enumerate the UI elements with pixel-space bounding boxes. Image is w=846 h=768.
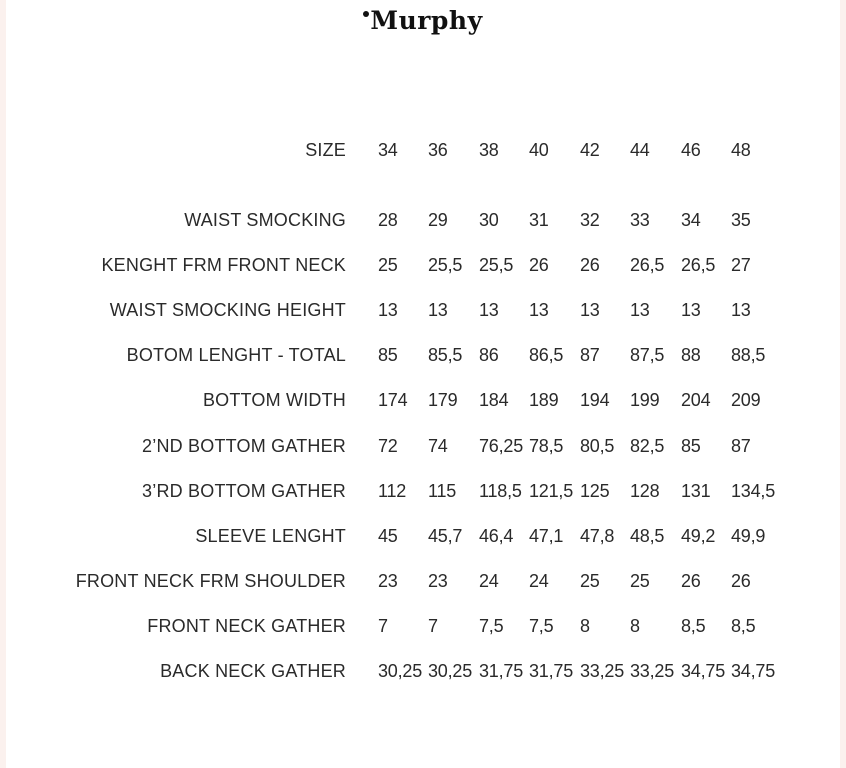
table-cell: 13 [378,300,398,321]
table-cell: 13 [580,300,600,321]
table-row [0,521,846,551]
table-cell: 25 [378,255,398,276]
table-cell: 34 [681,210,701,230]
table-cell: 26 [580,255,600,276]
table-cell: 80,5 [580,435,615,456]
size-header-cell: 46 [681,140,701,160]
table-cell: 24 [479,570,499,591]
table-cell: 87 [731,435,751,456]
size-header-cell: 38 [479,140,499,160]
table-cell: 85,5 [428,345,463,366]
table-cell: 7,5 [529,615,554,636]
page-edge-right [840,0,846,768]
table-row [0,205,846,235]
table-row [0,431,846,461]
table-cell: 134,5 [731,480,776,501]
table-cell: 24 [529,570,549,591]
table-cell: 115 [428,480,457,501]
size-header-cell: 34 [378,140,398,160]
table-cell: 30,25 [428,661,473,681]
size-header-cell: 42 [580,140,600,160]
table-row [0,340,846,370]
table-cell: 45 [378,525,398,546]
table-cell: 125 [580,480,610,501]
table-cell: 7,5 [479,615,504,636]
table-cell: 46,4 [479,525,514,546]
table-cell: 47,1 [529,525,564,546]
table-cell: 78,5 [529,435,564,456]
table-cell: 26 [681,570,701,591]
table-cell: 35 [731,210,751,230]
table-cell: 31,75 [479,661,524,681]
table-cell: 87 [580,345,600,366]
table-cell: 34,75 [731,661,776,681]
table-row [0,476,846,506]
table-cell: 128 [630,480,660,501]
table-cell: 31,75 [529,661,574,681]
table-cell: 33,25 [580,661,625,681]
brand-logo [0,6,846,35]
size-header-cell: 36 [428,140,448,160]
brand-name: Murphy [370,6,483,35]
size-header-cell: 40 [529,140,549,160]
table-cell: 7 [428,615,438,636]
table-cell: 34,75 [681,661,726,681]
table-cell: 189 [529,390,559,411]
table-cell: 25,5 [428,255,463,276]
row-label: WAIST SMOCKING HEIGHT [109,300,346,321]
table-cell: 179 [428,390,458,411]
table-cell: 76,25 [479,435,524,456]
row-label: 3’RD BOTTOM GATHER [142,480,346,501]
row-label: 2’ND BOTTOM GATHER [142,435,346,456]
table-cell: 31 [529,210,549,230]
table-cell: 29 [428,210,448,230]
table-cell: 121,5 [529,480,574,501]
row-label: BOTOM LENGHT - TOTAL [126,345,346,366]
table-cell: 194 [580,390,610,411]
table-row [0,566,846,596]
table-cell: 85 [378,345,398,366]
table-cell: 86,5 [529,345,564,366]
table-cell: 131 [681,480,711,501]
table-cell: 26 [529,255,549,276]
size-header-label: SIZE [305,140,346,160]
table-cell: 184 [479,390,509,411]
table-cell: 74 [428,435,448,456]
table-cell: 49,2 [681,525,716,546]
table-cell: 8,5 [681,615,706,636]
table-cell: 7 [378,615,388,636]
table-cell: 8 [580,615,590,636]
row-label: SLEEVE LENGHT [195,525,346,546]
table-cell: 13 [630,300,650,321]
row-label: FRONT NECK GATHER [147,615,346,636]
row-label: FRONT NECK FRM SHOULDER [75,570,346,591]
table-cell: 8,5 [731,615,756,636]
size-header-row [0,135,846,165]
row-label: KENGHT FRM FRONT NECK [101,255,346,276]
table-cell: 33,25 [630,661,675,681]
table-cell: 86 [479,345,499,366]
table-cell: 28 [378,210,398,230]
table-cell: 25,5 [479,255,514,276]
size-header-cell: 44 [630,140,650,160]
table-cell: 72 [378,435,398,456]
table-cell: 112 [378,480,407,501]
table-row [0,250,846,280]
row-label: BACK NECK GATHER [160,661,346,681]
table-cell: 23 [428,570,448,591]
row-label: BOTTOM WIDTH [202,390,346,411]
table-cell: 174 [378,390,408,411]
table-cell: 209 [731,390,761,411]
table-cell: 45,7 [428,525,463,546]
table-cell: 13 [731,300,751,321]
table-row [0,656,846,686]
table-cell: 87,5 [630,345,665,366]
table-cell: 26 [731,570,751,591]
table-cell: 199 [630,390,660,411]
table-cell: 47,8 [580,525,615,546]
table-cell: 30,25 [378,661,423,681]
table-cell: 118,5 [479,480,522,501]
table-cell: 32 [580,210,600,230]
table-cell: 13 [681,300,701,321]
size-header-cell: 48 [731,140,751,160]
table-cell: 82,5 [630,435,665,456]
table-cell: 13 [479,300,499,321]
table-cell: 27 [731,255,751,276]
table-cell: 85 [681,435,701,456]
table-cell: 30 [479,210,499,230]
table-cell: 49,9 [731,525,766,546]
table-cell: 204 [681,390,711,411]
table-cell: 33 [630,210,650,230]
table-row [0,385,846,415]
table-cell: 13 [428,300,448,321]
table-row [0,295,846,325]
table-cell: 26,5 [630,255,665,276]
table-cell: 25 [630,570,650,591]
table-row [0,611,846,641]
row-label: WAIST SMOCKING [184,210,346,230]
table-cell: 13 [529,300,549,321]
table-cell: 88,5 [731,345,766,366]
logo-swash-icon [363,11,369,17]
table-cell: 8 [630,615,640,636]
table-cell: 88 [681,345,701,366]
page-edge-left [0,0,6,768]
table-cell: 48,5 [630,525,665,546]
table-cell: 25 [580,570,600,591]
table-cell: 23 [378,570,398,591]
table-cell: 26,5 [681,255,716,276]
